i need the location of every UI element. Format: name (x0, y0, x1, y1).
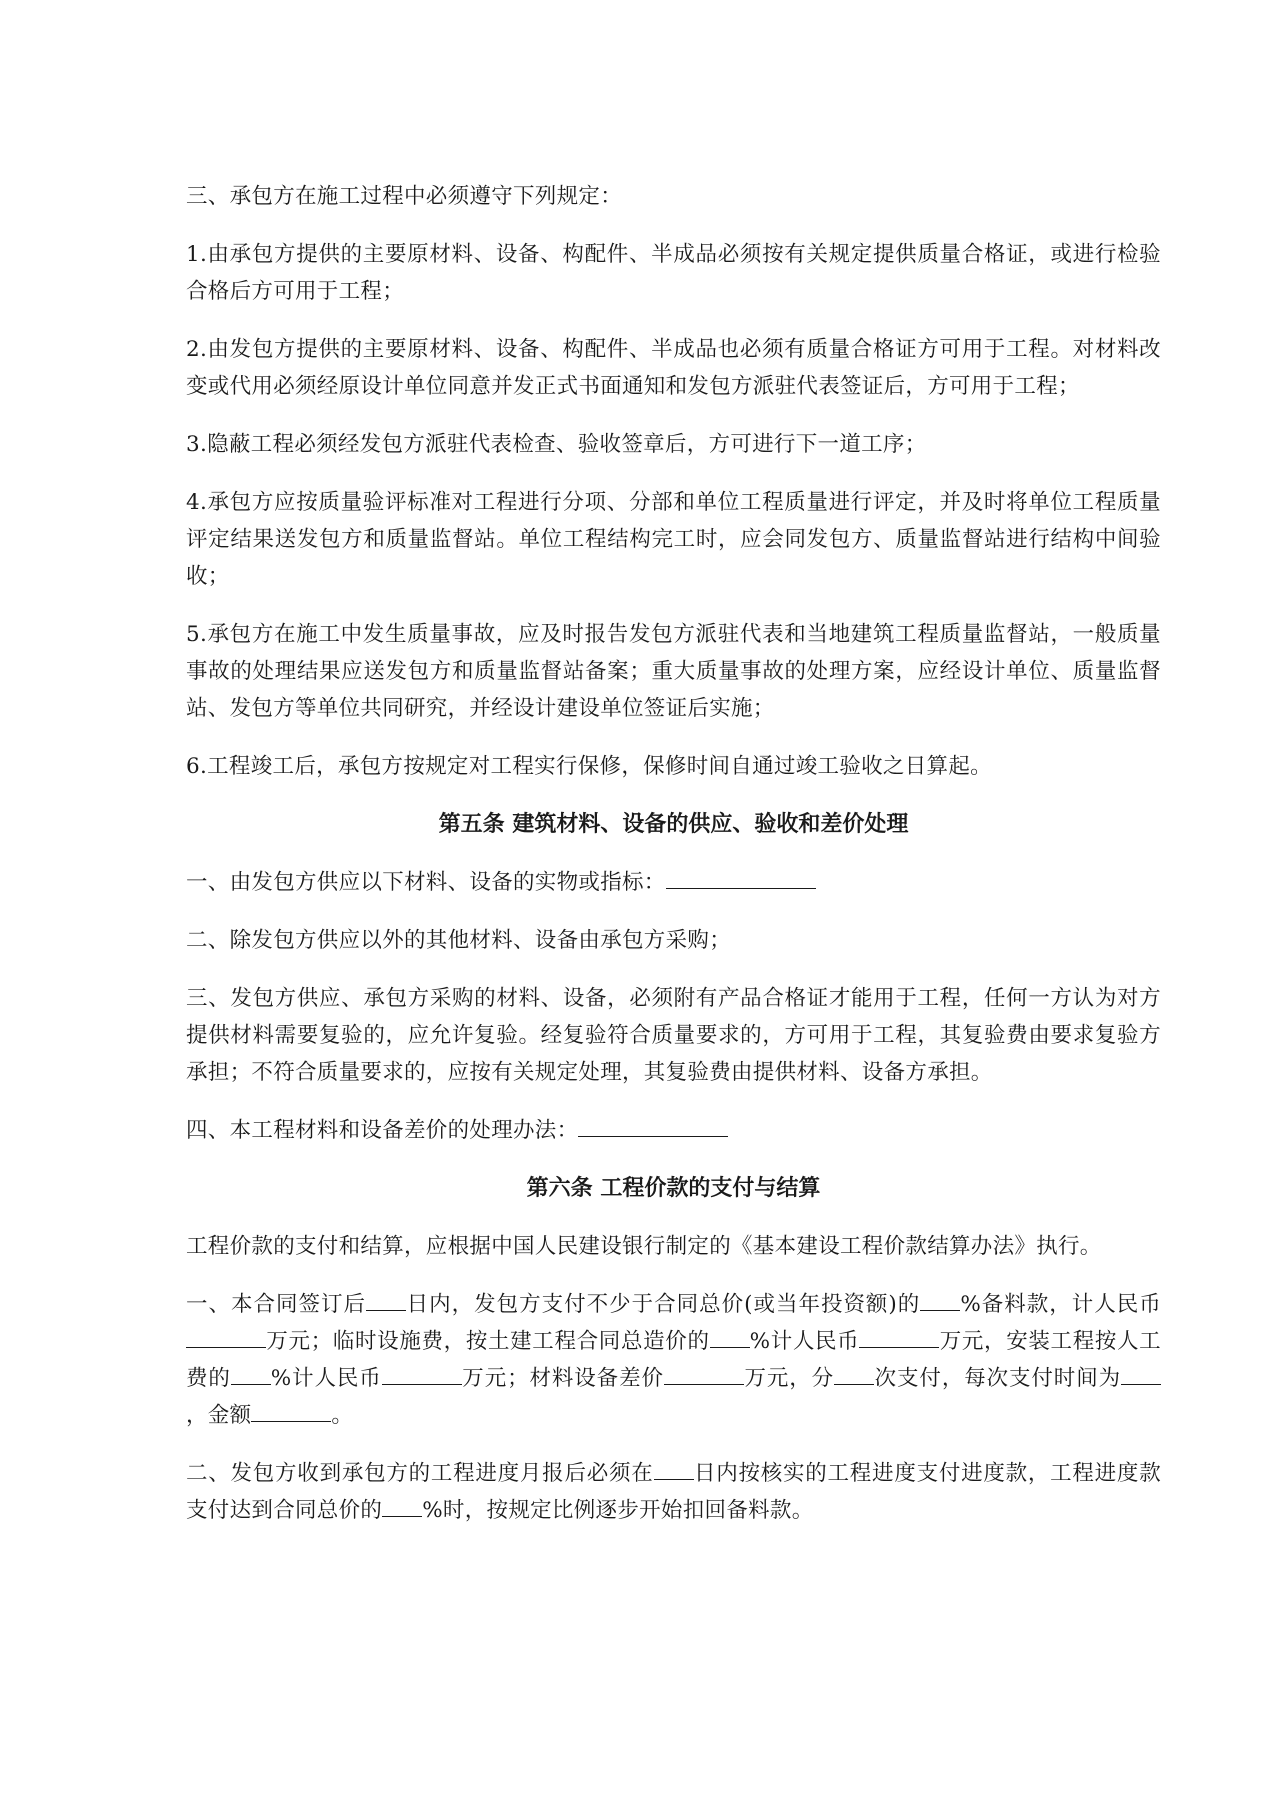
fill-blank (834, 1360, 874, 1385)
clause-text: %计人民币 (749, 1329, 860, 1354)
contract-page (186, 178, 1161, 1529)
rule-item-2: 2.由发包方提供的主要原材料、设备、构配件、半成品也必须有质量合格证方可用于工程。对材料改变或代用必须经原设计单位同意并发正式书面通知和发包方派驻代表签证后，方可用于工程； (186, 337, 1161, 399)
fill-blank (654, 1455, 694, 1480)
clause-text: 万元，安装工程按人工费的 (186, 1329, 1161, 1391)
fill-blank (859, 1323, 939, 1348)
fill-blank (382, 1360, 462, 1385)
fill-blank (231, 1360, 271, 1385)
clause-text: 万元；材料设备差价 (461, 1366, 664, 1391)
fill-blank (664, 1360, 744, 1385)
article-6-clause-2 (186, 1455, 1161, 1529)
clause-text: 万元，分 (743, 1366, 835, 1391)
clause-text: %计人民币 (270, 1366, 382, 1391)
article-5-clause-3: 三、发包方供应、承包方采购的材料、设备，必须附有产品合格证才能用于工程，任何一方认为对方提供材料需要复验的，应允许复验。经复验符合质量要求的，方可用于工程，其复验费由要求复验方承担；不符合质量要求的，应按有关规定处理，其复验费由提供材料、设备方承担。 (186, 986, 1161, 1085)
article-6-intro: 工程价款的支付和结算，应根据中国人民建设银行制定的《基本建设工程价款结算办法》执行。 (186, 1234, 1102, 1259)
clause-text: 。 (331, 1403, 354, 1428)
clause-text: 二、发包方收到承包方的工程进度月报后必须在 (186, 1461, 654, 1486)
article-5-heading: 第五条 建筑材料、设备的供应、验收和差价处理 (438, 812, 909, 837)
fill-blank (186, 1323, 266, 1348)
fill-blank (382, 1492, 422, 1517)
article-5-clause-4 (186, 1112, 1161, 1149)
article-6-clause-1 (186, 1286, 1161, 1434)
rule-item-3: 3.隐蔽工程必须经发包方派驻代表检查、验收签章后，方可进行下一道工序； (186, 432, 927, 457)
fill-blank (366, 1286, 406, 1311)
rule-item-6: 6.工程竣工后，承包方按规定对工程实行保修，保修时间自通过竣工验收之日算起。 (186, 754, 992, 779)
article-6-heading: 第六条 工程价款的支付与结算 (526, 1176, 821, 1201)
rule-item-5: 5.承包方在施工中发生质量事故，应及时报告发包方派驻代表和当地建筑工程质量监督站，一般质量事故的处理结果应送发包方和质量监督站备案；重大质量事故的处理方案，应经设计单位、质量监督站、发包方等单位共同研究，并经设计建设单位签证后实施； (186, 622, 1161, 721)
rule-item-4: 4.承包方应按质量验评标准对工程进行分项、分部和单位工程质量进行评定，并及时将单位工程质量评定结果送发包方和质量监督站。单位工程结构完工时，应会同发包方、质量监督站进行结构中间验收； (186, 490, 1161, 589)
clause-text: 日内，发包方支付不少于合同总价(或当年投资额)的 (405, 1292, 921, 1317)
rule-item-1: 1.由承包方提供的主要原材料、设备、构配件、半成品必须按有关规定提供质量合格证，或进行检验合格后方可用于工程； (186, 242, 1161, 304)
clause-text: 万元；临时设施费，按土建工程合同总造价的 (266, 1329, 710, 1354)
article-5-clause-1 (186, 864, 1161, 901)
section-3-title: 三、承包方在施工过程中必须遵守下列规定： (186, 184, 623, 209)
article-5-clause-2: 二、除发包方供应以外的其他材料、设备由承包方采购； (186, 928, 732, 953)
clause-text: %时，按规定比例逐步开始扣回备料款。 (422, 1498, 814, 1523)
fill-blank (251, 1397, 331, 1422)
clause-text: ，金额 (186, 1403, 252, 1428)
fill-blank (920, 1286, 960, 1311)
clause-text: 一、本合同签订后 (186, 1292, 366, 1317)
fill-blank (710, 1323, 750, 1348)
clause-text: 次支付，每次支付时间为 (874, 1366, 1121, 1391)
fill-blank (666, 864, 816, 889)
fill-blank (578, 1112, 728, 1137)
clause-text: 一、由发包方供应以下材料、设备的实物或指标： (186, 870, 666, 895)
clause-text: %备料款，计人民币 (960, 1292, 1161, 1317)
fill-blank (1121, 1360, 1161, 1385)
clause-text: 日内按核实的工程进度支付进度款，工程进度款支付达到合同总价的 (186, 1461, 1161, 1523)
clause-text: 四、本工程材料和设备差价的处理办法： (186, 1118, 579, 1143)
